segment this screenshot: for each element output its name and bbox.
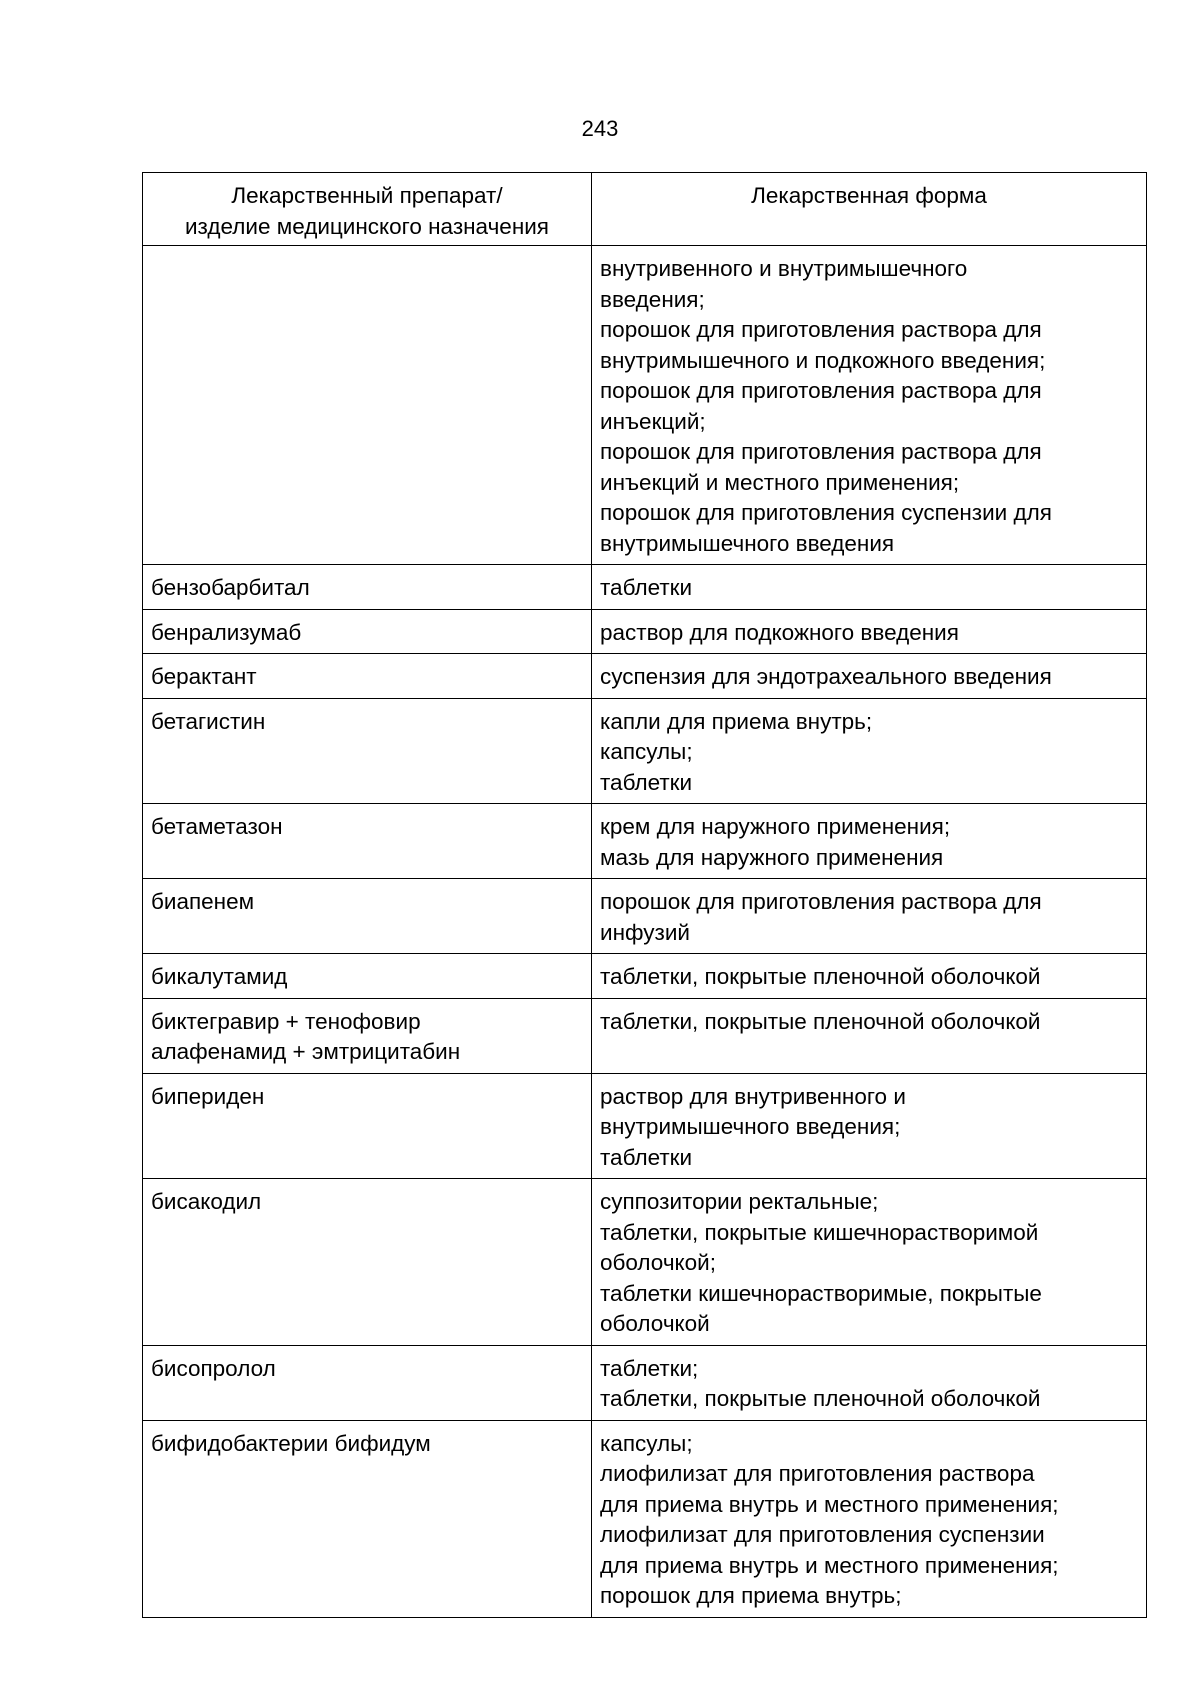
table-row (143, 954, 1147, 999)
dosage-form-line: порошок для приготовления раствора для (600, 317, 1042, 342)
dosage-form-line: лиофилизат для приготовления суспензии (600, 1522, 1045, 1547)
dosage-form-line: внутримышечного введения; (600, 1114, 901, 1139)
drug-name-line: биктегравир + тенофовир (151, 1008, 421, 1034)
drug-name-cell (143, 954, 592, 999)
table-row (143, 565, 1147, 610)
drug-name-line: алафенамид + эмтрицитабин (151, 1039, 461, 1064)
table-body (143, 246, 1147, 1618)
dosage-form-line: капсулы; (600, 1430, 693, 1456)
drug-name-cell (143, 1420, 592, 1617)
table-row (143, 804, 1147, 879)
dosage-form-line: таблетки; (600, 1355, 699, 1381)
drug-name-cell (143, 804, 592, 879)
dosage-form-cell (592, 1345, 1147, 1420)
dosage-form-line: внутримышечного и подкожного введения; (600, 347, 1046, 373)
table-row (143, 1345, 1147, 1420)
page-number: 243 (581, 116, 619, 141)
dosage-form-line: таблетки, покрытые пленочной оболочкой (600, 1008, 1041, 1034)
drug-name-cell (143, 1073, 592, 1179)
dosage-form-cell (592, 1420, 1147, 1617)
drug-name-cell (143, 1345, 592, 1420)
dosage-form-line: для приема внутрь и местного применения; (600, 1491, 1059, 1517)
dosage-form-line: введения; (600, 286, 705, 312)
drug-name-line: биапенем (151, 889, 255, 914)
drug-name-line: бензобарбитал (151, 575, 310, 600)
dosage-form-line: капсулы; (600, 739, 693, 764)
dosage-form-line: порошок для приготовления раствора для (600, 439, 1042, 464)
dosage-form-line: таблетки (600, 769, 693, 795)
drug-name-line: бетаметазон (151, 814, 283, 839)
dosage-form-line: для приема внутрь и местного применения; (600, 1552, 1059, 1578)
dosage-form-line: раствор для подкожного введения (600, 619, 959, 645)
table-row (143, 1073, 1147, 1179)
dosage-form-cell (592, 698, 1147, 804)
dosage-form-cell (592, 654, 1147, 699)
drug-name-cell (143, 698, 592, 804)
dosage-form-line: внутривенного и внутримышечного (600, 256, 968, 281)
header-form-line: Лекарственная форма (751, 183, 987, 208)
dosage-form-cell (592, 565, 1147, 610)
dosage-form-cell (592, 998, 1147, 1073)
dosage-form-line: лиофилизат для приготовления раствора (600, 1461, 1035, 1486)
dosage-form-line: капли для приема внутрь; (600, 708, 873, 734)
table-row (143, 609, 1147, 654)
dosage-form-line: таблетки, покрытые кишечнорастворимой (600, 1219, 1039, 1245)
dosage-form-line: крем для наружного применения; (600, 814, 951, 839)
table-row (143, 1179, 1147, 1346)
drug-name-line: берактант (151, 664, 257, 689)
dosage-form-line: инъекций и местного применения; (600, 469, 960, 495)
table-row (143, 879, 1147, 954)
dosage-form-cell (592, 1073, 1147, 1179)
header-drug (143, 173, 592, 246)
dosage-form-line: порошок для приема внутрь; (600, 1583, 902, 1608)
drug-name-cell (143, 654, 592, 699)
drug-forms-table (142, 172, 1147, 1618)
drug-name-line: бисопролол (151, 1355, 276, 1381)
dosage-form-line: оболочкой (600, 1311, 710, 1336)
table-row (143, 698, 1147, 804)
header-drug-line: Лекарственный препарат/ (231, 183, 503, 208)
dosage-form-line: таблетки, покрытые пленочной оболочкой (600, 964, 1041, 989)
dosage-form-line: раствор для внутривенного и (600, 1083, 906, 1109)
drug-name-line: бисакодил (151, 1189, 262, 1214)
drug-name-cell (143, 998, 592, 1073)
dosage-form-line: инфузий (600, 919, 690, 945)
dosage-form-line: порошок для приготовления раствора для (600, 889, 1042, 914)
table-row (143, 1420, 1147, 1617)
drug-name-cell (143, 879, 592, 954)
drug-name-line: бифидобактерии бифидум (151, 1430, 431, 1456)
dosage-form-cell (592, 954, 1147, 999)
dosage-form-cell (592, 246, 1147, 565)
table-header-row (143, 173, 1147, 246)
dosage-form-line: суспензия для эндотрахеального введения (600, 664, 1052, 689)
dosage-form-cell (592, 804, 1147, 879)
dosage-form-cell (592, 609, 1147, 654)
drug-name-line: бенрализумаб (151, 619, 302, 645)
dosage-form-line: таблетки кишечнорастворимые, покрытые (600, 1280, 1042, 1306)
dosage-form-line: инъекций; (600, 408, 706, 434)
drug-name-line: бетагистин (151, 708, 266, 734)
dosage-form-line: внутримышечного введения (600, 530, 895, 556)
drug-name-line: бикалутамид (151, 964, 288, 989)
drug-name-cell (143, 565, 592, 610)
table-row (143, 654, 1147, 699)
dosage-form-line: таблетки, покрытые пленочной оболочкой (600, 1386, 1041, 1411)
table-row (143, 998, 1147, 1073)
dosage-form-line: мазь для наружного применения (600, 844, 944, 870)
drug-name-cell (143, 609, 592, 654)
dosage-form-cell (592, 1179, 1147, 1346)
drug-name-cell (143, 1179, 592, 1346)
header-drug-line: изделие медицинского назначения (184, 213, 549, 239)
dosage-form-line: суппозитории ректальные; (600, 1189, 879, 1214)
header-form (592, 173, 1147, 246)
table-row (143, 246, 1147, 565)
dosage-form-line: оболочкой; (600, 1250, 716, 1275)
dosage-form-line: порошок для приготовления суспензии для (600, 500, 1052, 525)
drug-name-line: бипериден (151, 1083, 265, 1109)
dosage-form-line: порошок для приготовления раствора для (600, 378, 1042, 403)
drug-name-cell (143, 246, 592, 565)
dosage-form-cell (592, 879, 1147, 954)
dosage-form-line: таблетки (600, 1144, 693, 1170)
dosage-form-line: таблетки (600, 575, 693, 600)
